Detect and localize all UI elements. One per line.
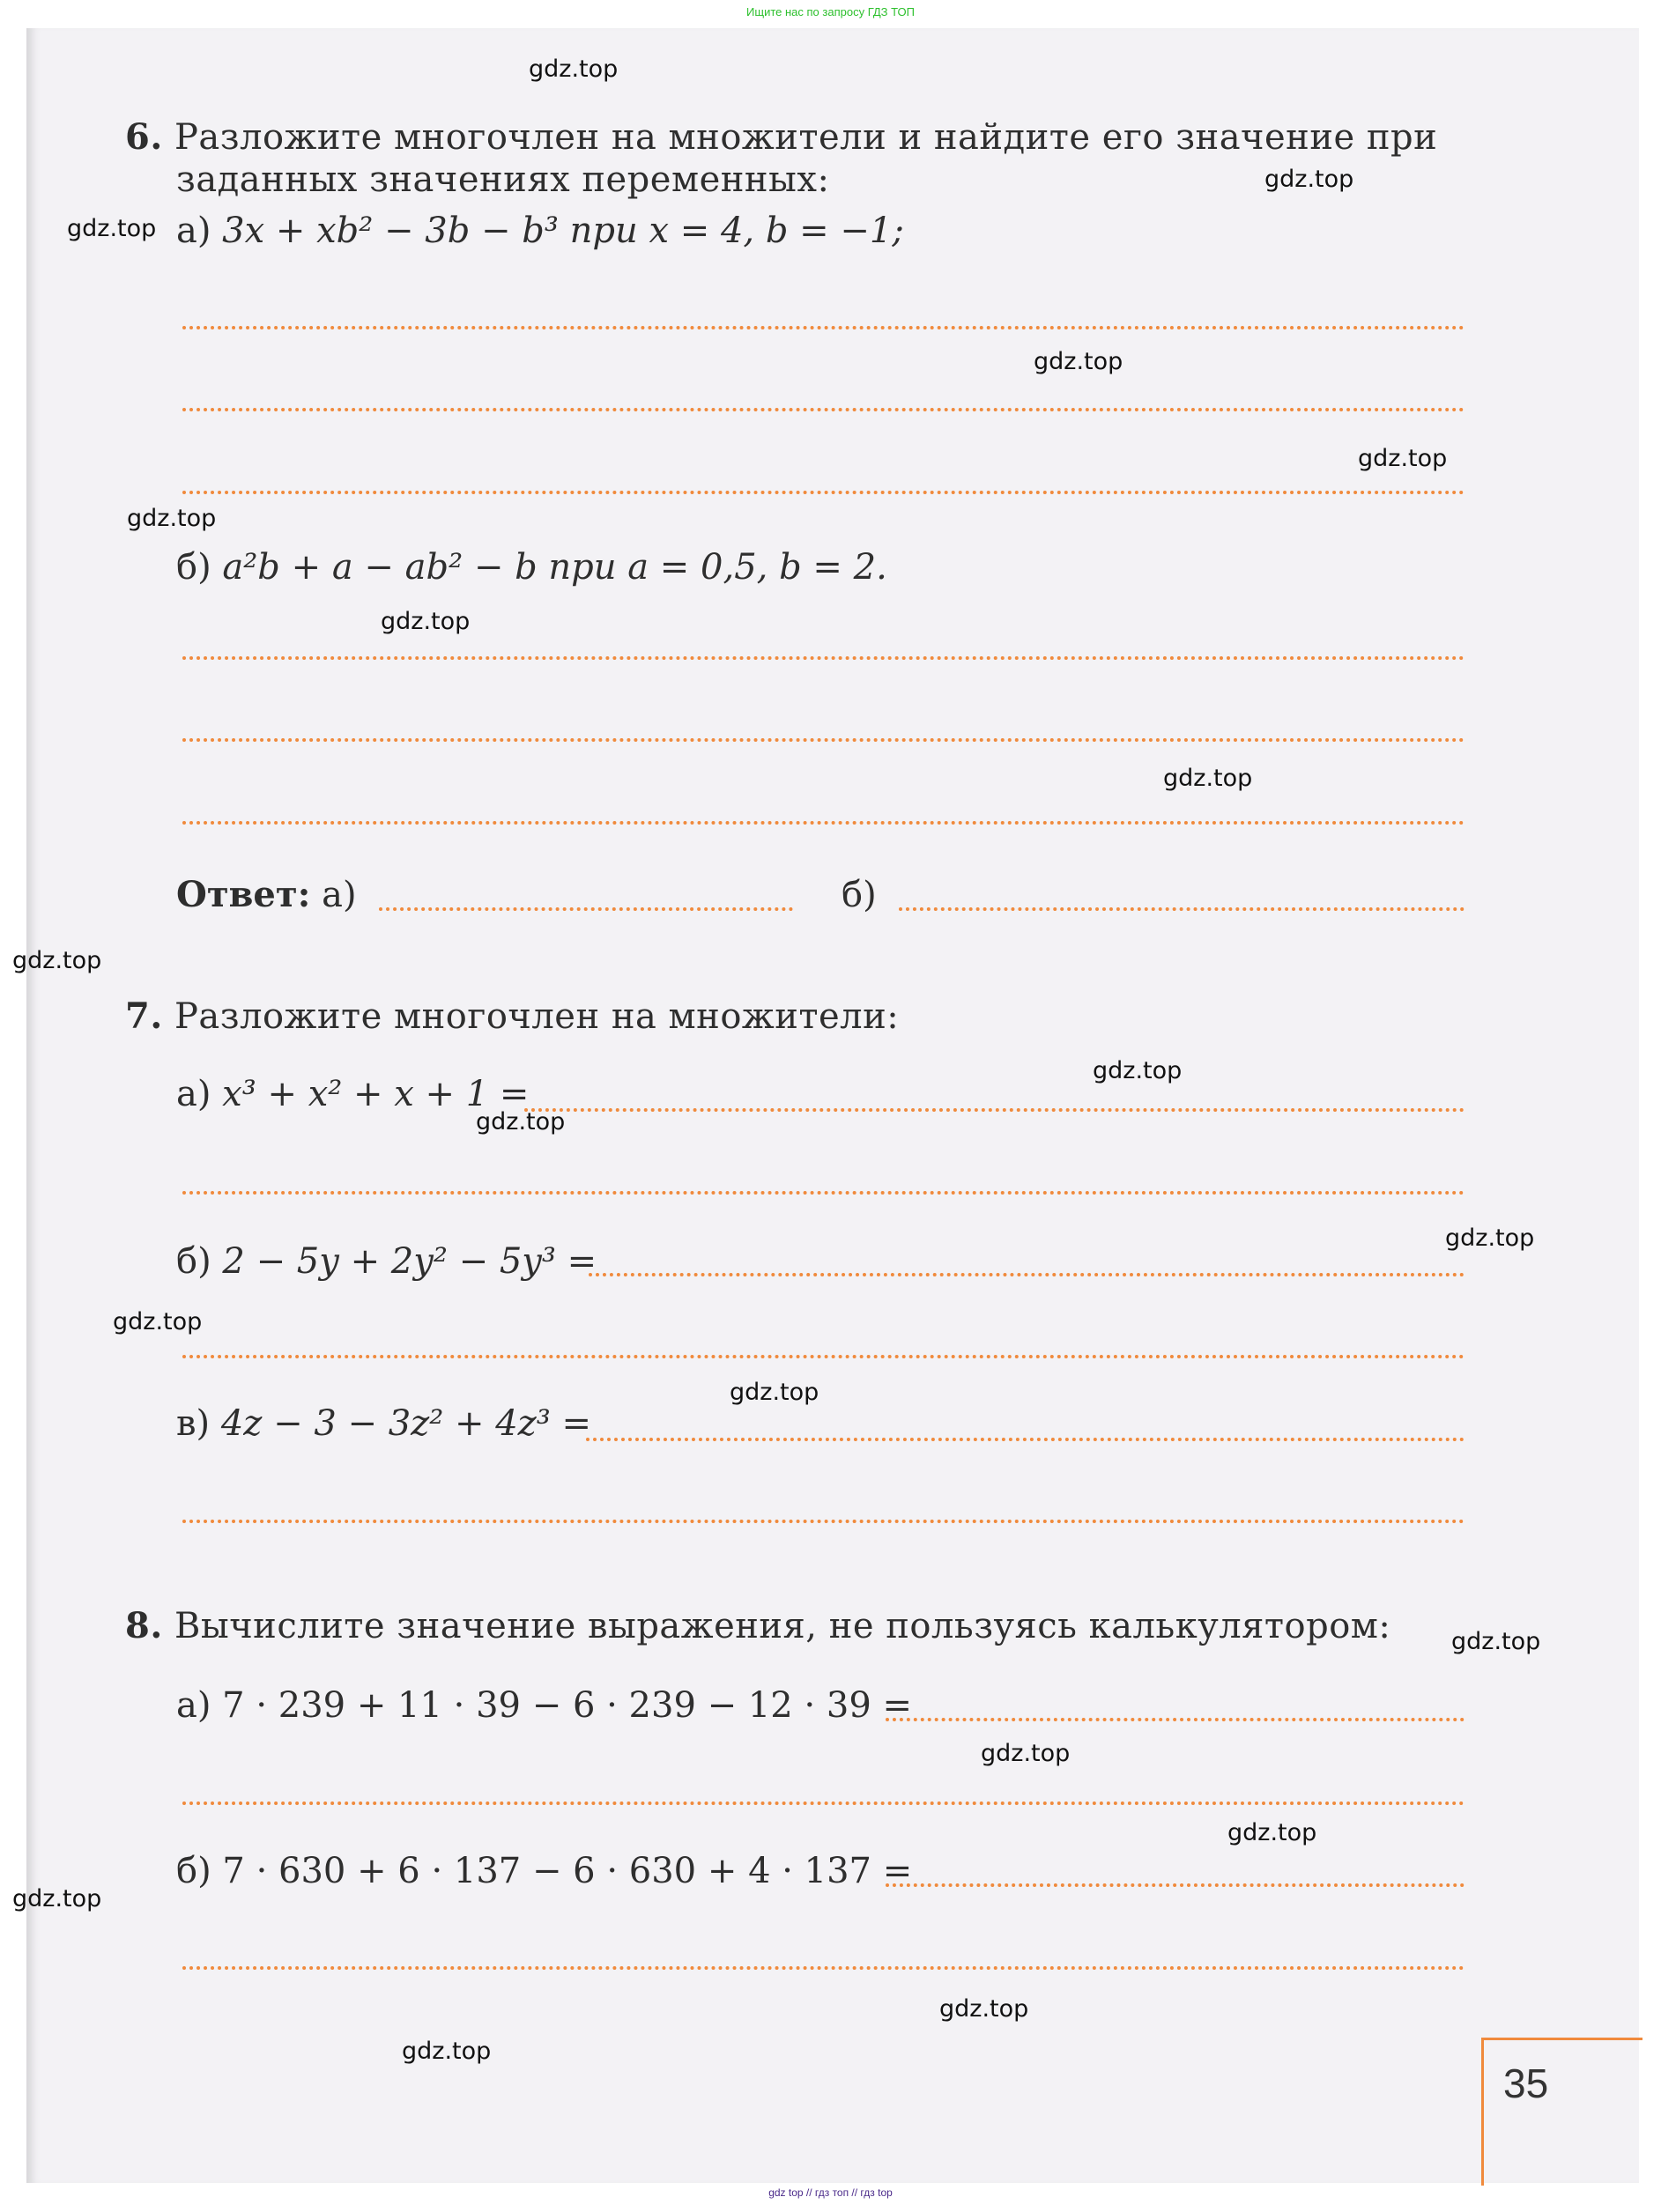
answer-line[interactable] bbox=[182, 1801, 1464, 1805]
task8-b bbox=[176, 1850, 912, 1892]
task6-a-label: а) bbox=[176, 211, 211, 251]
watermark: gdz.top bbox=[127, 505, 217, 532]
answer-line[interactable] bbox=[182, 1520, 1464, 1523]
watermark: gdz.top bbox=[1451, 1628, 1541, 1655]
watermark: gdz.top bbox=[529, 55, 619, 83]
answer-line[interactable] bbox=[182, 326, 1464, 329]
task8-a-label: а) bbox=[176, 1685, 211, 1726]
task6-answer bbox=[176, 874, 357, 916]
answer-label: Ответ: bbox=[176, 874, 311, 915]
top-banner[interactable]: Ищите нас по запросу ГДЗ ТОП bbox=[746, 5, 915, 18]
task7-a-label: а) bbox=[176, 1074, 211, 1114]
watermark: gdz.top bbox=[1445, 1224, 1535, 1252]
answer-line[interactable] bbox=[182, 821, 1464, 825]
answer-line[interactable] bbox=[182, 656, 1464, 660]
watermark: gdz.top bbox=[1034, 348, 1123, 375]
watermark: gdz.top bbox=[1163, 765, 1253, 792]
task6-b-label: б) bbox=[176, 547, 211, 588]
task6-text-line2: заданных значениях переменных: bbox=[176, 159, 830, 200]
task6-a-expression: 3x + xb² − 3b − b³ при x = 4, b = −1; bbox=[222, 211, 904, 251]
watermark: gdz.top bbox=[1264, 166, 1354, 193]
task8-b-label: б) bbox=[176, 1851, 211, 1891]
answer-line[interactable] bbox=[586, 1438, 1464, 1441]
task7-b bbox=[176, 1240, 597, 1283]
watermark: gdz.top bbox=[1093, 1057, 1183, 1084]
task8-number: 8. bbox=[125, 1605, 163, 1646]
task6-a bbox=[176, 210, 904, 252]
answer-b-label: б) bbox=[842, 875, 877, 915]
watermark: gdz.top bbox=[476, 1108, 566, 1136]
answer-line[interactable] bbox=[182, 1191, 1464, 1195]
page-number: 35 bbox=[1503, 2060, 1549, 2106]
task8-heading bbox=[125, 1605, 1390, 1647]
answer-line[interactable] bbox=[524, 1108, 1464, 1112]
task7-c-label: в) bbox=[176, 1403, 211, 1444]
task6-heading bbox=[125, 116, 1437, 159]
answer-line[interactable] bbox=[589, 1273, 1464, 1276]
answer-line[interactable] bbox=[182, 738, 1464, 742]
watermark: gdz.top bbox=[12, 1885, 102, 1912]
watermark: gdz.top bbox=[67, 215, 157, 242]
answer-line[interactable] bbox=[182, 408, 1464, 411]
watermark: gdz.top bbox=[381, 608, 471, 635]
watermark: gdz.top bbox=[1227, 1819, 1317, 1846]
page-number-box bbox=[1481, 2038, 1642, 2186]
watermark: gdz.top bbox=[1358, 445, 1448, 472]
task6-text-line1: Разложите многочлен на множители и найдите его значение при bbox=[174, 117, 1438, 158]
task7-a-expression: x³ + x² + x + 1 = bbox=[222, 1074, 530, 1114]
watermark: gdz.top bbox=[402, 2038, 492, 2065]
task6-number: 6. bbox=[125, 116, 163, 158]
task7-b-expression: 2 − 5y + 2y² − 5y³ = bbox=[222, 1241, 597, 1282]
task7-text: Разложите многочлен на множители: bbox=[174, 996, 900, 1037]
watermark: gdz.top bbox=[981, 1740, 1071, 1767]
answer-a-label: а) bbox=[322, 875, 357, 915]
answer-line[interactable] bbox=[886, 1718, 1464, 1721]
task8-text: Вычислите значение выражения, не пользуясь калькулятором: bbox=[174, 1606, 1391, 1646]
answer-b-line[interactable] bbox=[899, 907, 1464, 911]
watermark: gdz.top bbox=[730, 1379, 819, 1406]
watermark: gdz.top bbox=[113, 1308, 203, 1335]
task7-heading bbox=[125, 995, 899, 1038]
task8-a bbox=[176, 1684, 912, 1727]
task8-a-expression: 7 · 239 + 11 · 39 − 6 · 239 − 12 · 39 = bbox=[222, 1685, 913, 1726]
task6-b-expression: a²b + a − ab² − b при a = 0,5, b = 2. bbox=[222, 547, 887, 588]
watermark: gdz.top bbox=[939, 1995, 1029, 2023]
answer-line[interactable] bbox=[182, 1966, 1464, 1970]
answer-a-line[interactable] bbox=[379, 907, 793, 911]
watermark: gdz.top bbox=[12, 947, 102, 974]
task6-b bbox=[176, 546, 887, 588]
answer-line[interactable] bbox=[182, 491, 1464, 494]
answer-line[interactable] bbox=[182, 1355, 1464, 1358]
task7-b-label: б) bbox=[176, 1241, 211, 1282]
task7-number: 7. bbox=[125, 995, 163, 1037]
task7-c bbox=[176, 1402, 591, 1445]
footer-links[interactable]: gdz top // гдз топ // гдз top bbox=[768, 2186, 893, 2199]
answer-line[interactable] bbox=[886, 1883, 1464, 1887]
task8-b-expression: 7 · 630 + 6 · 137 − 6 · 630 + 4 · 137 = bbox=[222, 1851, 913, 1891]
task7-c-expression: 4z − 3 − 3z² + 4z³ = bbox=[220, 1403, 591, 1444]
